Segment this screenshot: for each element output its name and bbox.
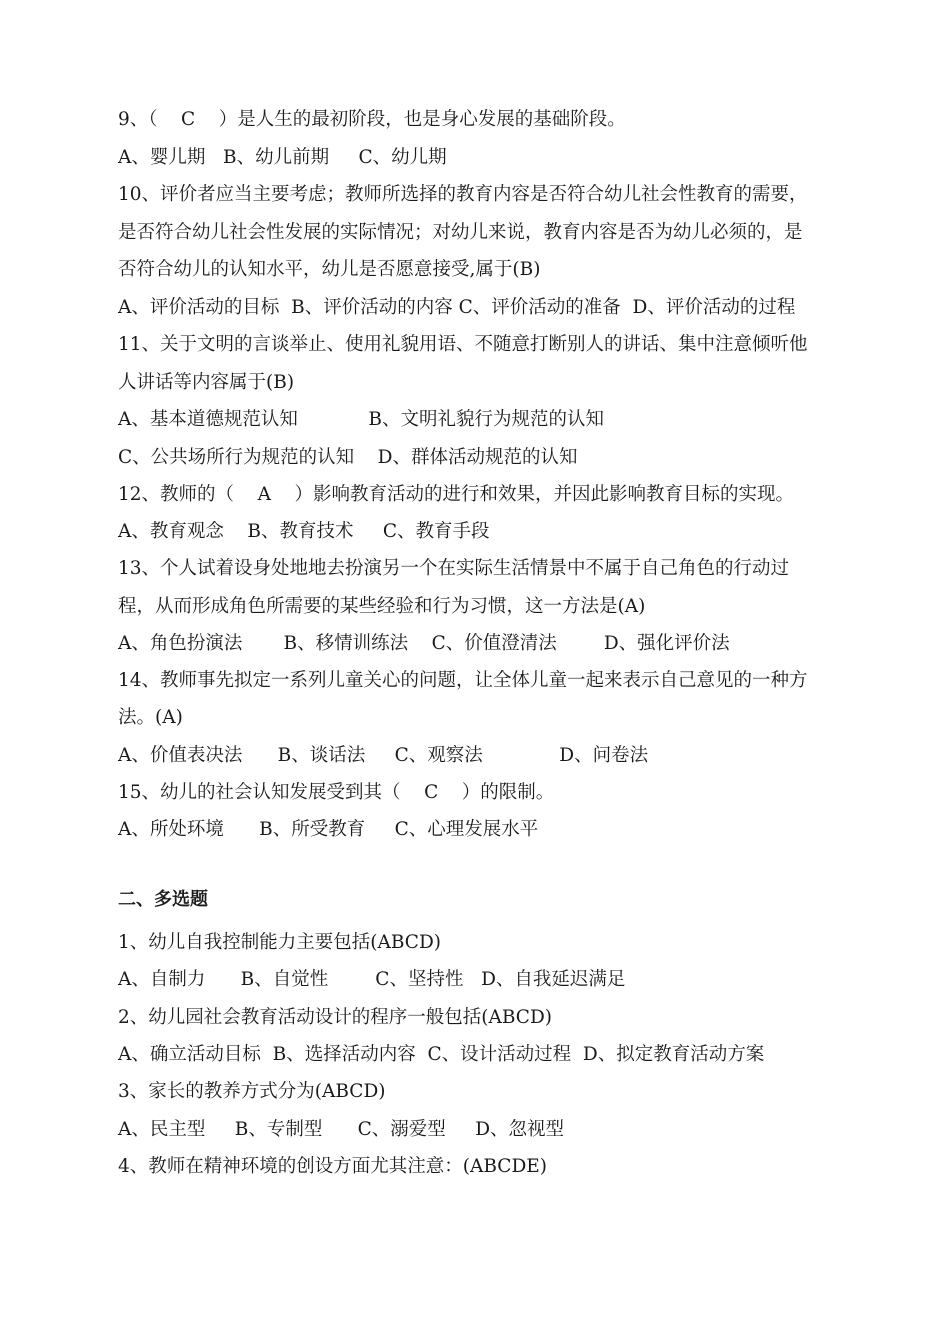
- question-9: 9、（ C ）是人生的最初阶段，也是身心发展的基础阶段。: [118, 109, 626, 130]
- question-15: 15、幼儿的社会认知发展受到其（ C ）的限制。: [118, 782, 555, 803]
- mc-question-2-options: A、确立活动目标 B、选择活动内容 C、设计活动过程 D、拟定教育活动方案: [118, 1044, 765, 1065]
- question-10-line-2: 是否符合幼儿社会性发展的实际情况；对幼儿来说，教育内容是否为幼儿必须的，是: [118, 222, 803, 243]
- mc-question-1: 1、幼儿自我控制能力主要包括(ABCD): [118, 932, 441, 953]
- question-10-options: A、评价活动的目标 B、评价活动的内容 C、评价活动的准备 D、评价活动的过程: [118, 297, 796, 318]
- question-13-options: A、角色扮演法 B、移情训练法 C、价值澄清法 D、强化评价法: [118, 633, 730, 654]
- section-title-multiple-choice: 二、多选题: [118, 889, 208, 910]
- mc-question-3: 3、家长的教养方式分为(ABCD): [118, 1081, 386, 1102]
- question-10-line-3: 否符合幼儿的认知水平，幼儿是否愿意接受,属于(B): [118, 259, 541, 280]
- question-11-line-1: 11、关于文明的言谈举止、使用礼貌用语、不随意打断别人的讲话、集中注意倾听他: [118, 334, 808, 355]
- question-11-line-2: 人讲话等内容属于(B): [118, 372, 295, 393]
- question-15-options: A、所处环境 B、所受教育 C、心理发展水平: [118, 819, 539, 840]
- question-14-line-1: 14、教师事先拟定一系列儿童关心的问题，让全体儿童一起来表示自己意见的一种方: [118, 670, 808, 691]
- question-12: 12、教师的（ A ）影响教育活动的进行和效果，并因此影响教育目标的实现。: [118, 484, 794, 505]
- question-13-line-2: 程，从而形成角色所需要的某些经验和行为习惯，这一方法是(A): [118, 596, 646, 617]
- question-14-line-2: 法。(A): [118, 707, 183, 728]
- mc-question-3-options: A、民主型 B、专制型 C、溺爱型 D、忽视型: [118, 1119, 565, 1140]
- question-10-line-1: 10、评价者应当主要考虑；教师所选择的教育内容是否符合幼儿社会性教育的需要，: [118, 184, 808, 205]
- question-14-options: A、价值表决法 B、谈话法 C、观察法 D、问卷法: [118, 745, 649, 766]
- mc-question-1-options: A、自制力 B、自觉性 C、坚持性 D、自我延迟满足: [118, 969, 626, 990]
- mc-question-2: 2、幼儿园社会教育活动设计的程序一般包括(ABCD): [118, 1007, 552, 1028]
- question-9-options: A、婴儿期 B、幼儿前期 C、幼儿期: [118, 147, 447, 168]
- mc-question-4: 4、教师在精神环境的创设方面尤其注意：(ABCDE): [118, 1156, 547, 1177]
- question-13-line-1: 13、个人试着设身处地地去扮演另一个在实际生活情景中不属于自己角色的行动过: [118, 558, 790, 579]
- question-12-options: A、教育观念 B、教育技术 C、教育手段: [118, 521, 490, 542]
- question-11-options-1: A、基本道德规范认知 B、文明礼貌行为规范的认知: [118, 409, 605, 430]
- question-11-options-2: C、公共场所行为规范的认知 D、群体活动规范的认知: [118, 447, 578, 468]
